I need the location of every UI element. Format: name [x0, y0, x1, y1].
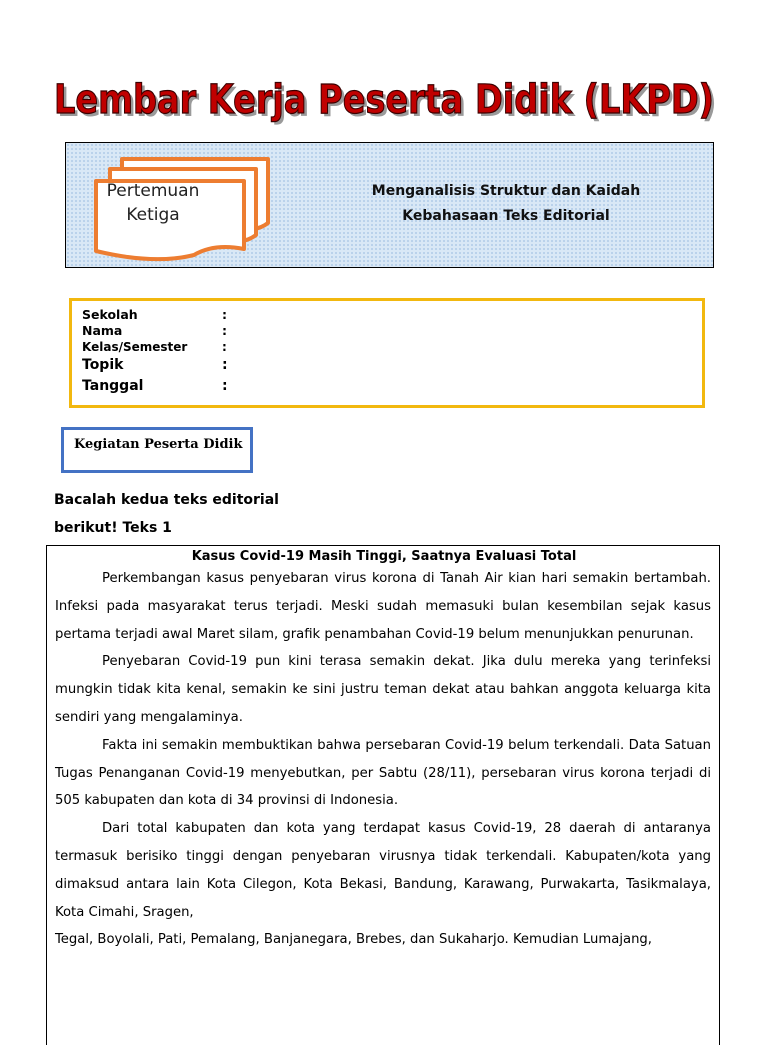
meeting-label-line2: Ketiga	[126, 205, 180, 225]
editorial-text-box	[46, 545, 720, 1045]
identity-label: Kelas/Semester	[82, 340, 188, 354]
activity-label: Kegiatan Peserta Didik	[74, 437, 243, 452]
identity-colon: :	[222, 357, 228, 373]
activity-box	[61, 427, 253, 473]
identity-colon: :	[222, 307, 227, 322]
article-paragraph: Fakta ini semakin membuktikan bahwa persebaran Covid-19 belum terkendali. Data Satuan Tugas Penanganan Covid-19 menyebutkan, per Sabtu (28/11), persebaran virus korona terjadi di 505 kabupaten dan kota di 34 provinsi di Indonesia.	[55, 737, 711, 809]
header-box	[65, 142, 714, 268]
identity-colon: :	[222, 378, 228, 394]
identity-label: Sekolah	[82, 307, 138, 322]
article-paragraph: Penyebaran Covid-19 pun kini terasa semakin dekat. Jika dulu mereka yang terinfeksi mungkin tidak kita kenal, semakin ke sini justru teman dekat atau bahkan anggota keluarga kita sendiri yang mengalaminya.	[55, 654, 711, 725]
page-title	[0, 62, 768, 132]
identity-row-school	[82, 307, 227, 322]
identity-row-date	[82, 378, 228, 394]
identity-colon: :	[222, 323, 227, 338]
title-shadow: Lembar Kerja Peserta Didik (LKPD)	[57, 80, 717, 126]
identity-row-class	[82, 340, 227, 354]
instruction-line2: berikut! Teks 1	[54, 520, 172, 536]
article-paragraph: Tegal, Boyolali, Pati, Pemalang, Banjanegara, Brebes, dan Sukaharjo. Kemudian Lumajang,	[55, 932, 652, 948]
title-wordart	[34, 62, 734, 132]
identity-row-topic	[82, 357, 228, 373]
lesson-subject-line2: Kebahasaan Teks Editorial	[402, 208, 610, 224]
identity-box	[69, 298, 705, 408]
article-paragraph: Perkembangan kasus penyebaran virus korona di Tanah Air kian hari semakin bertambah. Infeksi pada masyarakat terus terjadi. Meski sudah memasuki bulan kesembilan sejak kasus pertama terjadi awal Maret silam, grafik penambahan Covid-19 belum menunjukkan penurunan.	[55, 571, 711, 642]
lesson-subject-line1: Menganalisis Struktur dan Kaidah	[371, 183, 641, 199]
meeting-label	[88, 179, 218, 227]
article-body	[55, 565, 711, 954]
meeting-label-line1: Pertemuan	[106, 181, 200, 201]
lesson-subject	[346, 179, 666, 229]
identity-label: Topik	[82, 357, 124, 373]
identity-label: Nama	[82, 323, 123, 338]
identity-label: Tanggal	[82, 378, 144, 394]
identity-colon: :	[222, 340, 227, 354]
article-paragraph: Dari total kabupaten dan kota yang terdapat kasus Covid-19, 28 daerah di antaranya termasuk berisiko tinggi dengan penyebaran virusnya tidak terkendali. Kabupaten/kota yang dimaksud antara lain Kota Cilegon, Kota Bekasi, Bandung, Karawang, Purwakarta, Tasikmalaya, Kota Cimahi, Sragen,	[55, 821, 711, 920]
instruction-line1: Bacalah kedua teks editorial	[54, 492, 279, 508]
identity-row-name	[82, 323, 227, 338]
article-title: Kasus Covid-19 Masih Tinggi, Saatnya Evaluasi Total	[191, 549, 577, 564]
title-text: Lembar Kerja Peserta Didik (LKPD)	[54, 77, 714, 123]
